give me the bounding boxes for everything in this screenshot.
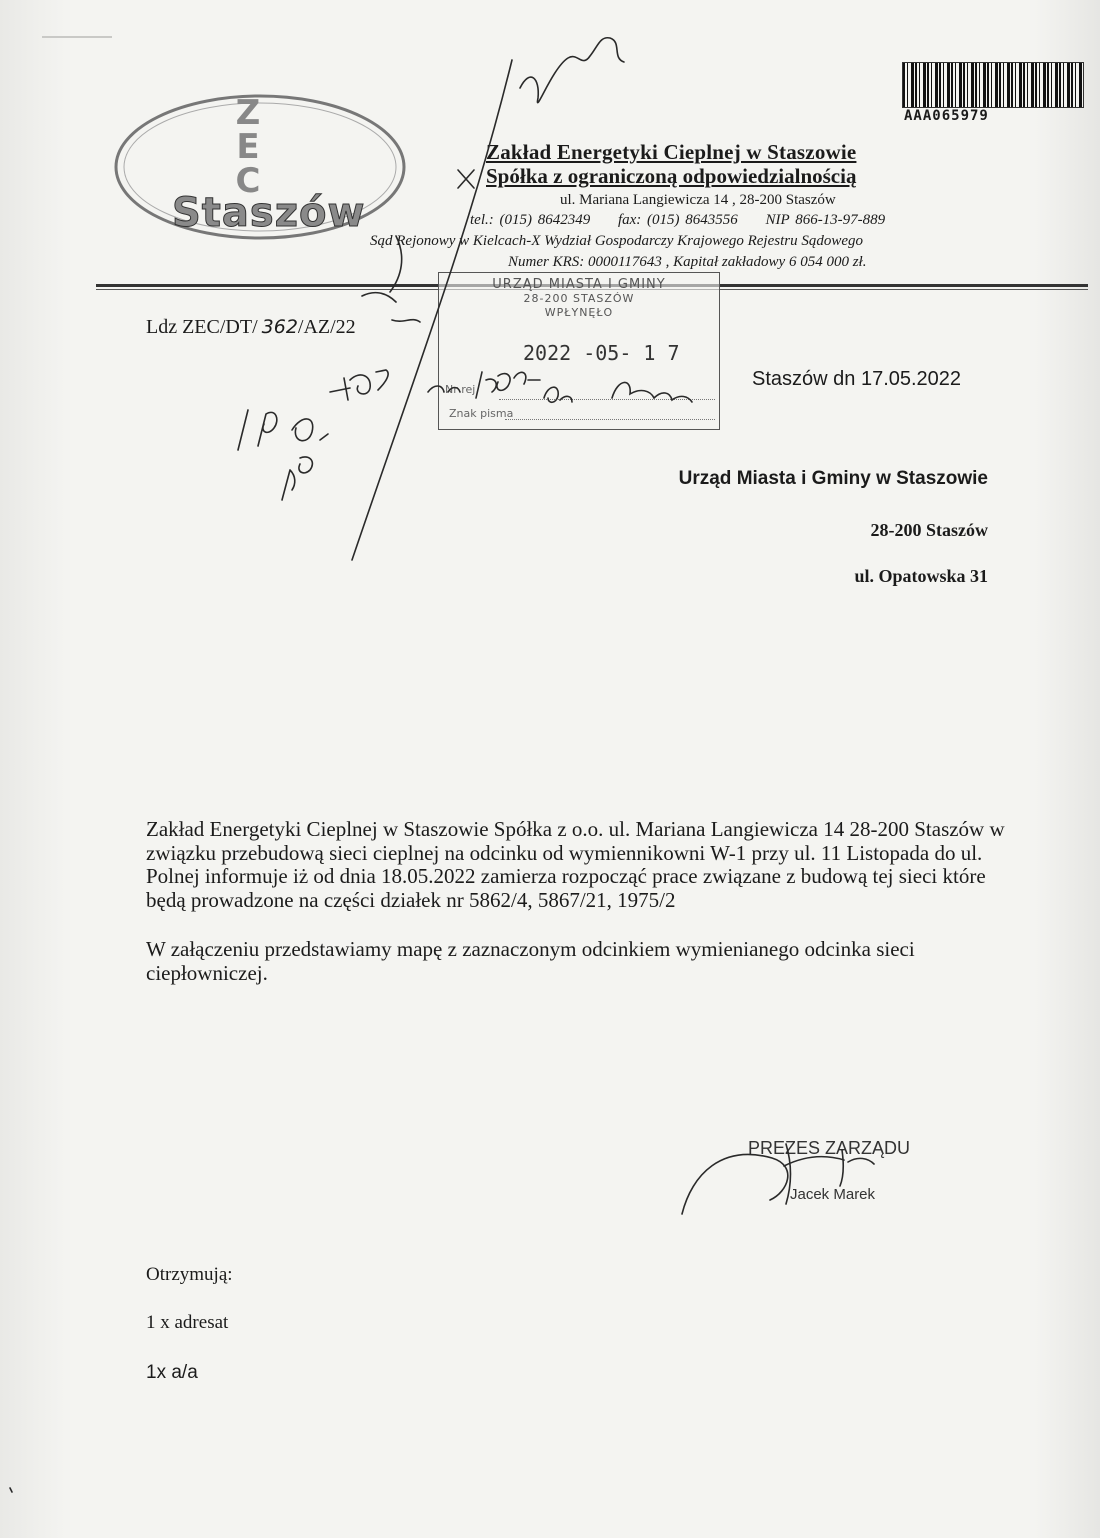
reference-number	[146, 316, 356, 339]
company-contact	[470, 212, 907, 229]
stamp-nr-line	[499, 399, 715, 400]
stamp-znak-label: Znak pisma	[449, 407, 514, 420]
stamp-nr-label: Nr rej.	[445, 383, 479, 396]
logo-letters	[228, 93, 268, 201]
copies-item: 1 x adresat	[146, 1312, 229, 1333]
body-paragraph: W załączeniu przedstawiamy mapę z zaznaczonym odcinkiem wymienianego odcinka sieci ciepłowniczej.	[146, 937, 915, 985]
stamp-znak-line	[505, 419, 715, 420]
reference-prefix: Ldz ZEC/DT/	[146, 316, 258, 338]
logo-letter: E	[236, 127, 260, 167]
copies-label: Otrzymują:	[146, 1264, 233, 1285]
company-legal-form: Spółka z ograniczoną odpowiedzialnością	[486, 164, 857, 188]
stamp-received-label: WPŁYNĘŁO	[544, 306, 614, 319]
company-fax: fax: (015) 8643556	[617, 212, 738, 228]
body-paragraph: Zakład Energetyki Cieplnej w Staszowie Spółka z o.o. ul. Mariana Langiewicza 14 28-200 Staszów w związku przebudową sieci cieplnej na odcinku od wymiennikowni W-1 przy ul. 11 Listopada do ul. Polnej informuje iż od dnia 18.05.2022 zamierza rozpocząć prace związane z budową tej sieci które będą prowadzone na części działek nr 5862/4, 5867/21, 1975/2	[146, 817, 1005, 912]
company-nip: NIP 866-13-97-889	[765, 212, 886, 228]
stamp-city: 28-200 STASZÓW	[523, 292, 635, 305]
scan-smudge	[42, 36, 112, 38]
letter-body	[146, 818, 1006, 985]
received-stamp	[438, 272, 720, 430]
logo-letter: C	[235, 161, 261, 201]
barcode-image	[902, 62, 1084, 108]
company-address: ul. Mariana Langiewicza 14 , 28-200 Staszów	[560, 192, 836, 208]
company-phone: tel.: (015) 8642349	[470, 212, 591, 228]
company-name: Zakład Energetyki Cieplnej w Staszowie	[486, 140, 857, 164]
signature-title: PREZES ZARZĄDU	[748, 1138, 911, 1158]
recipient-name: Urząd Miasta i Gminy w Staszowie	[678, 468, 988, 489]
company-court-register: Sąd Rejonowy w Kielcach-X Wydział Gospodarczy Krajowego Rejestru Sądowego	[370, 233, 864, 249]
stamp-office: URZĄD MIASTA I GMINY	[492, 277, 666, 292]
recipient-street: ul. Opatowska 31	[854, 566, 988, 586]
copies-item: 1x a/a	[146, 1362, 198, 1383]
logo-city-name: Staszów	[172, 190, 366, 236]
recipient-city: 28-200 Staszów	[870, 520, 988, 540]
logo-letter: Z	[235, 93, 261, 133]
company-krs: Numer KRS: 0000117643 , Kapitał zakładowy 6 054 000 zł.	[508, 254, 867, 270]
reference-suffix: /AZ/22	[297, 316, 356, 338]
barcode-number: AAA065979	[904, 108, 989, 124]
place-and-date: Staszów dn 17.05.2022	[752, 368, 962, 390]
signature-name: Jacek Marek	[790, 1186, 876, 1203]
reference-handwritten-number: 362	[261, 316, 298, 338]
stamp-date: 2022 -05- 1 7	[523, 341, 680, 365]
